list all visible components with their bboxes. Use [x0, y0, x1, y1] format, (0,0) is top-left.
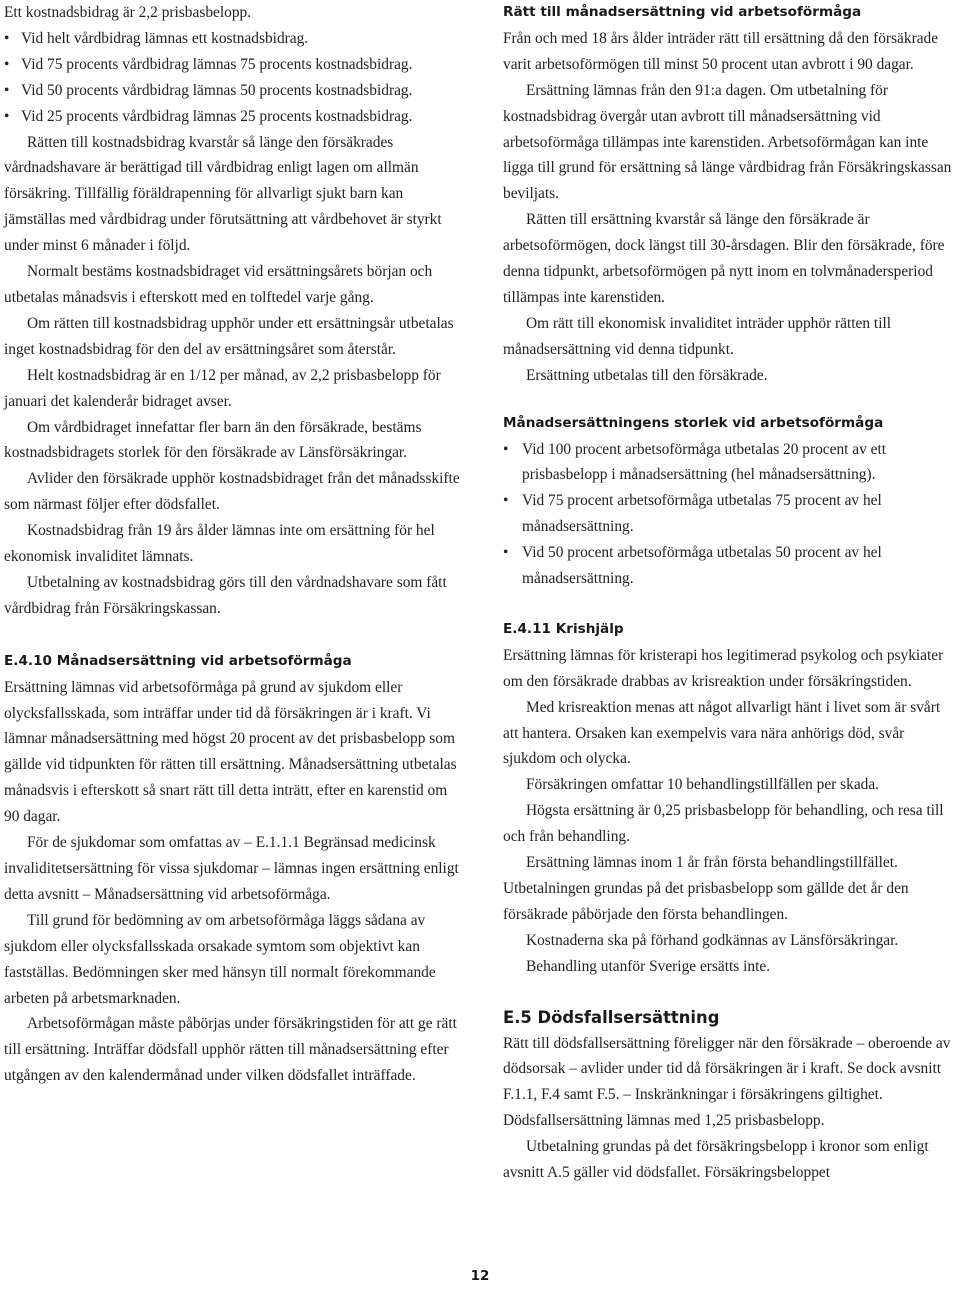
paragraph: Rätt till dödsfallsersättning föreligger när den försäkrade – oberoende av dödsorsak – avlider under tid då försäkringen är i kraft. Se dock avsnitt F.1.1, F.4 samt F.5. – Inskränkningar i försäkringens giltighet. Dödsfallsersättning lämnas med 1,25 prisbasbelopp.	[503, 1034, 951, 1130]
paragraph: Normalt bestäms kostnadsbidraget vid ersättningsårets början och utbetalas månadsvis i efterskott med en tolftedel varje gång.	[4, 263, 433, 306]
list-item: • Vid 50 procents vårdbidrag lämnas 50 procents kostnadsbidrag.	[4, 78, 460, 104]
list-item: • Vid 100 procent arbetsoförmåga utbetalas 20 procent av ett prisbasbelopp i månadsersättning (hel månadsersättning).	[503, 437, 958, 489]
paragraph: Från och med 18 års ålder inträder rätt till ersättning då den försäkrade varit arbetsoförmögen till minst 50 procent utan avbrott i 90 dagar.	[503, 29, 939, 73]
section-heading: Månadsersättningens storlek vid arbetsoförmåga	[503, 414, 884, 431]
paragraph: Arbetsoförmågan måste påbörjas under försäkringstiden för att ge rätt till ersättning. Inträffar dödsfall upphör rätten till månadsersättning efter utgången av den kalendermånad under vilken dödsfallet inträffade.	[4, 1015, 457, 1085]
paragraph: Till grund för bedömning av om arbetsoförmåga läggs sådana av sjukdom eller olycksfallsskada orsakade symtom som objektivt kan fastställas. Bedömningen sker med hänsyn till normalt förekommande arbeten på arbetsmarknaden.	[4, 911, 436, 1007]
paragraph: Om rätt till ekonomisk invaliditet inträder upphör rätten till månadsersättning vid denna tidpunkt.	[503, 314, 892, 358]
paragraph: Kostnadsbidrag från 19 års ålder lämnas inte om ersättning för hel ekonomisk invaliditet lämnats.	[4, 522, 435, 566]
section-heading: E.5 Dödsfallsersättning	[503, 1007, 720, 1027]
left-column	[4, 0, 460, 1089]
paragraph: Ersättning lämnas vid arbetsoförmåga på grund av sjukdom eller olycksfallsskada, som inträffar under tid då försäkringen är i kraft. Vi lämnar månadsersättning med högst 20 procent av det prisbasbelopp som gällde vid tidpunkten för rätten till ersättning. Månadsersättning utbetalas månadsvis i efterskott så snart rätt till detta inträtt, efter en karenstid om 90 dagar.	[4, 678, 457, 826]
paragraph: Rätten till kostnadsbidrag kvarstår så länge den försäkrades vårdnadshavare är berättigad till vårdbidrag enligt lagen om allmän försäkring. Tillfällig föräldrapenning för allvarligt sjukt barn kan jämställas med vårdbidrag under förutsättning att vårdbehovet är styrkt under minst 6 månader i följd.	[4, 133, 442, 255]
paragraph: För de sjukdomar som omfattas av – E.1.1.1 Begränsad medicinsk invaliditetsersättning för vissa sjukdomar – lämnas ingen ersättning enligt detta avsnitt – Månadsersättning vid arbetsoförmåga.	[4, 834, 459, 903]
paragraph: Ersättning lämnas inom 1 år från första behandlingstillfället. Utbetalningen grundas på det prisbasbelopp som gällde det år den försäkrade påbörjade den första behandlingen.	[503, 854, 909, 923]
paragraph: Med krisreaktion menas att något allvarligt hänt i livet som är svårt att hantera. Orsaken kan exempelvis vara nära anhörigs död, svår sjukdom och olycka.	[503, 698, 941, 768]
right-column	[503, 0, 958, 1186]
paragraph: Ett kostnadsbidrag är 2,2 prisbasbelopp.	[4, 4, 252, 21]
paragraph: Högsta ersättning är 0,25 prisbasbelopp för behandling, och resa till och från behandling.	[503, 802, 944, 846]
paragraph: Rätten till ersättning kvarstår så länge den försäkrade är arbetsoförmögen, dock längst till 30-årsdagen. Blir den försäkrade, före denna tidpunkt, arbetsoförmögen på nytt inom en tolvmånadersperiod tillämpas inte karenstiden.	[503, 211, 945, 306]
page-number: 12	[470, 1268, 490, 1284]
list-item: • Vid 75 procents vårdbidrag lämnas 75 procents kostnadsbidrag.	[4, 52, 460, 78]
list-item: • Vid helt vårdbidrag lämnas ett kostnadsbidrag.	[4, 26, 460, 52]
paragraph: Helt kostnadsbidrag är en 1/12 per månad, av 2,2 prisbasbelopp för januari det kalenderår bidraget avser.	[4, 366, 441, 410]
paragraph: Kostnaderna ska på förhand godkännas av Länsförsäkringar.	[526, 931, 899, 949]
paragraph: Ersättning lämnas från den 91:a dagen. Om utbetalning för kostnadsbidrag övergår utan avbrott till månadsersättning vid arbetsoförmåga tillämpas inte karenstiden. Arbetsoförmågan kan inte ligga till grund för ersättning så länge vårdbidrag från Försäkringskassan beviljats.	[503, 81, 952, 203]
paragraph: Utbetalning grundas på det försäkringsbelopp i kronor som enligt avsnitt A.5 gäller vid dödsfallet. Försäkringsbeloppet	[503, 1138, 929, 1182]
paragraph: Behandling utanför Sverige ersätts inte.	[526, 957, 771, 975]
list-item: • Vid 25 procents vårdbidrag lämnas 25 procents kostnadsbidrag.	[4, 104, 460, 130]
list-item: • Vid 50 procent arbetsoförmåga utbetalas 50 procent av hel månadsersättning.	[503, 540, 958, 592]
paragraph: Ersättning lämnas för kristerapi hos legitimerad psykolog och psykiater om den försäkrade drabbas av krisreaktion under försäkringstiden.	[503, 646, 944, 690]
paragraph: Avlider den försäkrade upphör kostnadsbidraget från det månadsskifte som närmast följer efter dödsfallet.	[4, 470, 460, 514]
paragraph: Om rätten till kostnadsbidrag upphör under ett ersättningsår utbetalas inget kostnadsbidrag för den del av ersättningsåret som återstår.	[4, 314, 454, 358]
section-heading: E.4.11 Krishjälp	[503, 620, 624, 637]
paragraph: Försäkringen omfattar 10 behandlingstillfällen per skada.	[526, 776, 880, 794]
section-heading: Rätt till månadsersättning vid arbetsoförmåga	[503, 4, 862, 20]
paragraph: Utbetalning av kostnadsbidrag görs till den vårdnadshavare som fått vårdbidrag från Försäkringskassan.	[4, 573, 447, 617]
list-item: • Vid 75 procent arbetsoförmåga utbetalas 75 procent av hel månadsersättning.	[503, 488, 958, 540]
section-heading: E.4.10 Månadsersättning vid arbetsoförmåga	[4, 652, 352, 669]
paragraph: Ersättning utbetalas till den försäkrade.	[526, 366, 768, 384]
paragraph: Om vårdbidraget innefattar fler barn än den försäkrade, bestäms kostnadsbidragets storlek för den försäkrade av Länsförsäkringar.	[4, 418, 422, 462]
